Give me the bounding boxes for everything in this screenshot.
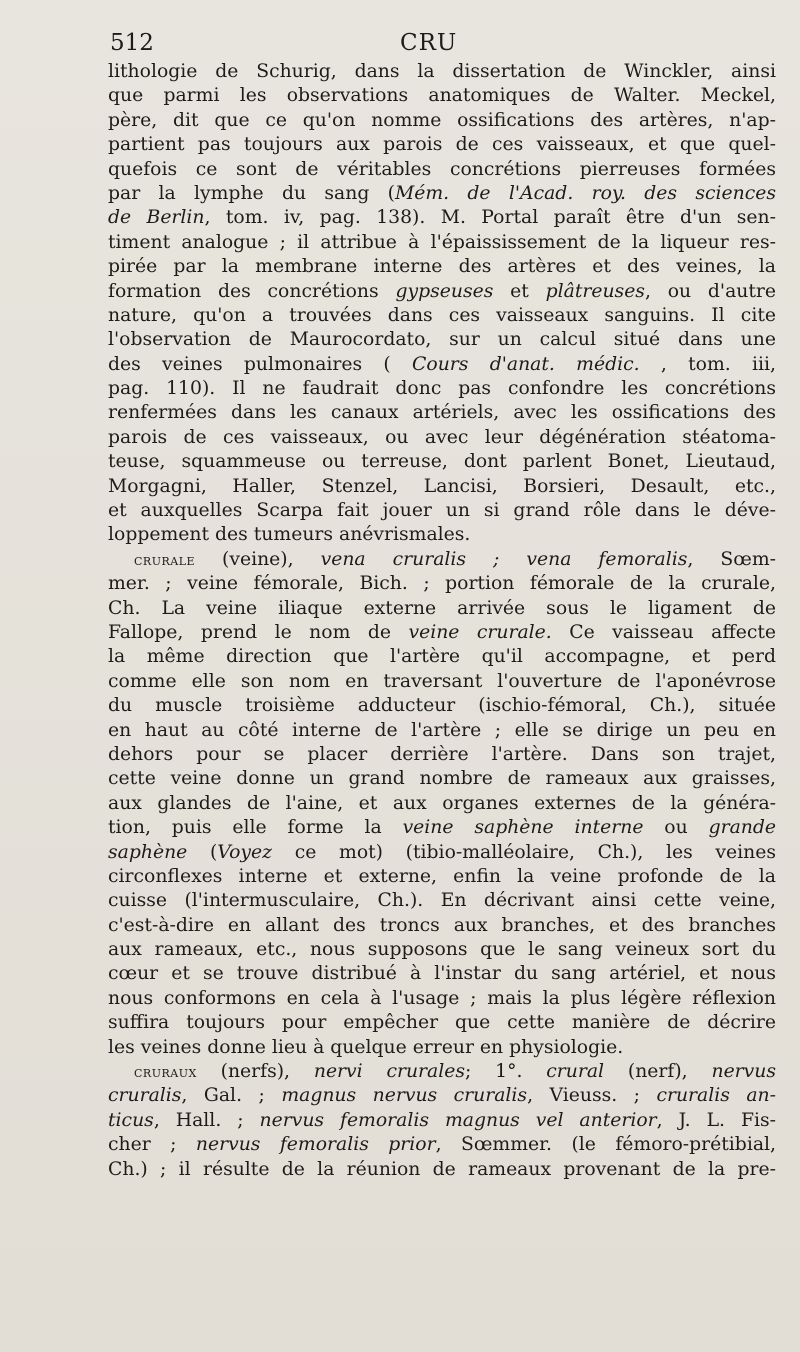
text-run: Fallope, prend le nom de — [108, 621, 409, 643]
text-line: les veines donne lieu à quelque erreur en physiologie. — [108, 1036, 624, 1058]
text-line: nature, qu'on a trouvées dans ces vaisseaux sanguins. Il cite — [108, 304, 776, 326]
text-line: l'observation de Maurocordato, sur un calcul situé dans une — [108, 329, 776, 351]
text-line: partient pas toujours aux parois de ces vaisseaux, et que quel- — [108, 134, 776, 156]
text-run: (veine), — [195, 548, 321, 570]
text-run: , tom. iv, pag. 138). M. Portal paraît être d'un sen- — [204, 207, 776, 229]
text-run: ou — [643, 817, 709, 839]
entry-line — [108, 548, 776, 572]
term-italic: gypseuses — [395, 280, 494, 302]
page-number: 512 — [110, 30, 154, 56]
entry-line — [108, 1060, 776, 1084]
term-italic: magnus nervus cruralis — [281, 1085, 528, 1107]
text-run: et — [493, 280, 546, 302]
text-line: Morgagni, Haller, Stenzel, Lancisi, Borsieri, Desault, etc., — [108, 475, 776, 497]
term-italic: vena cruralis ; vena femoralis — [320, 548, 688, 570]
cross-reference: Voyez — [217, 841, 273, 863]
term-italic: grande — [708, 817, 776, 839]
running-head: CRU — [400, 30, 458, 56]
text-run: , Gal. ; — [181, 1085, 282, 1107]
text-line: cœur et se trouve distribué à l'instar du sang artériel, et nous — [108, 963, 776, 985]
text-line — [108, 1084, 776, 1108]
term-italic: cruralis — [108, 1085, 182, 1107]
entry-headword: crurale — [134, 550, 196, 569]
text-line: comme elle son nom en traversant l'ouverture de l'aponévrose — [108, 670, 776, 692]
text-line — [108, 1109, 776, 1133]
text-run: ce mot) (tibio-malléolaire, Ch.), les veines — [272, 841, 776, 863]
text-line: teuse, squammeuse ou terreuse, dont parlent Bonet, Lieutaud, — [108, 451, 776, 473]
text-run: ( — [187, 841, 218, 863]
text-run: (nerf), — [604, 1061, 712, 1083]
text-line: la même direction que l'artère qu'il accompagne, et perd — [108, 646, 776, 668]
term-italic: nervus femoralis prior — [195, 1134, 436, 1156]
citation-italic: Mém. de l'Acad. roy. des sciences — [394, 182, 776, 204]
text-run: par la lymphe du sang ( — [108, 182, 395, 204]
text-line: c'est-à-dire en allant des troncs aux branches, et des branches — [108, 914, 776, 936]
text-line: pirée par la membrane interne des artères et des veines, la — [108, 256, 776, 278]
term-italic: cruralis an- — [656, 1085, 776, 1107]
text-line: aux rameaux, etc., nous supposons que le sang veineux sort du — [108, 939, 776, 961]
text-run: , tom. iii, — [639, 353, 776, 375]
text-line: loppement des tumeurs anévrismales. — [108, 524, 471, 546]
text-line: Ch. La veine iliaque externe arrivée sous le ligament de — [108, 597, 776, 619]
text-line — [108, 280, 776, 304]
text-run: formation des concrétions — [108, 280, 396, 302]
citation-italic: Cours d'anat. médic. — [412, 353, 640, 375]
term-italic: plâtreuses — [545, 280, 645, 302]
citation-italic: de Berlin — [108, 207, 205, 229]
text-run: ; 1°. — [465, 1061, 547, 1083]
text-line: circonflexes interne et externe, enfin la veine profonde de la — [108, 865, 776, 887]
term-italic: ticus — [108, 1109, 154, 1131]
text-run: , Sœmmer. (le fémoro-prétibial, — [435, 1134, 776, 1156]
text-line: et auxquelles Scarpa fait jouer un si grand rôle dans le déve- — [108, 500, 776, 522]
term-italic: veine crurale. — [408, 621, 552, 643]
text-run: , ou d'autre — [644, 280, 776, 302]
term-italic: nervi crurales — [313, 1061, 465, 1083]
term-italic: veine saphène interne — [402, 817, 644, 839]
text-line: aux glandes de l'aine, et aux organes externes de la généra- — [108, 792, 776, 814]
text-line: cette veine donne un grand nombre de rameaux aux graisses, — [108, 768, 776, 790]
term-italic: nervus — [711, 1061, 776, 1083]
text-line: lithologie de Schurig, dans la dissertation de Winckler, ainsi — [108, 61, 776, 82]
text-run: Ce vaisseau affecte — [551, 621, 776, 643]
text-run: , Vieuss. ; — [527, 1085, 657, 1107]
text-line — [108, 182, 776, 206]
text-line: quefois ce sont de véritables concrétions pierreuses formées — [108, 158, 776, 180]
text-line: parois de ces vaisseaux, ou avec leur dégénération stéatoma- — [108, 426, 776, 448]
text-line: suffira toujours pour empêcher que cette manière de décrire — [108, 1012, 776, 1034]
text-run: , Sœm- — [687, 548, 776, 570]
text-line — [108, 816, 776, 840]
text-run: cher ; — [108, 1134, 196, 1156]
term-italic: saphène — [108, 841, 188, 863]
text-line: nous conformons en cela à l'usage ; mais la plus légère réflexion — [108, 987, 776, 1009]
text-run: des veines pulmonaires ( — [108, 353, 413, 375]
text-run: (nerfs), — [196, 1061, 314, 1083]
text-line: Ch.) ; il résulte de la réunion de rameaux provenant de la pre- — [108, 1158, 776, 1180]
text-line: cuisse (l'intermusculaire, Ch.). En décrivant ainsi cette veine, — [108, 890, 776, 912]
text-line — [108, 841, 776, 865]
text-run: , J. L. Fis- — [656, 1109, 776, 1131]
entry-headword: cruraux — [134, 1063, 197, 1082]
text-run: tion, puis elle forme la — [108, 817, 403, 839]
body-text — [108, 60, 776, 1182]
text-line — [108, 1133, 776, 1157]
text-line: que parmi les observations anatomiques de Walter. Meckel, — [108, 85, 776, 107]
text-line: père, dit que ce qu'on nomme ossifications des artères, n'ap- — [108, 109, 776, 131]
text-line: pag. 110). Il ne faudrait donc pas confondre les concrétions — [108, 378, 776, 400]
page-header — [110, 30, 770, 62]
text-line: en haut au côté interne de l'artère ; elle se dirige un peu en — [108, 719, 776, 741]
text-line: dehors pour se placer derrière l'artère. Dans son trajet, — [108, 743, 776, 765]
text-line: timent analogue ; il attribue à l'épaississement de la liqueur res- — [108, 231, 776, 253]
text-line: du muscle troisième adducteur (ischio-fémoral, Ch.), située — [108, 695, 776, 717]
text-line — [108, 206, 776, 230]
text-line — [108, 353, 776, 377]
text-line — [108, 621, 776, 645]
text-line: mer. ; veine fémorale, Bich. ; portion fémorale de la crurale, — [108, 573, 776, 595]
term-italic: crural — [546, 1061, 605, 1083]
text-line: renfermées dans les canaux artériels, avec les ossifications des — [108, 402, 776, 424]
term-italic: nervus femoralis magnus vel anterior — [259, 1109, 657, 1131]
text-run: , Hall. ; — [153, 1109, 260, 1131]
